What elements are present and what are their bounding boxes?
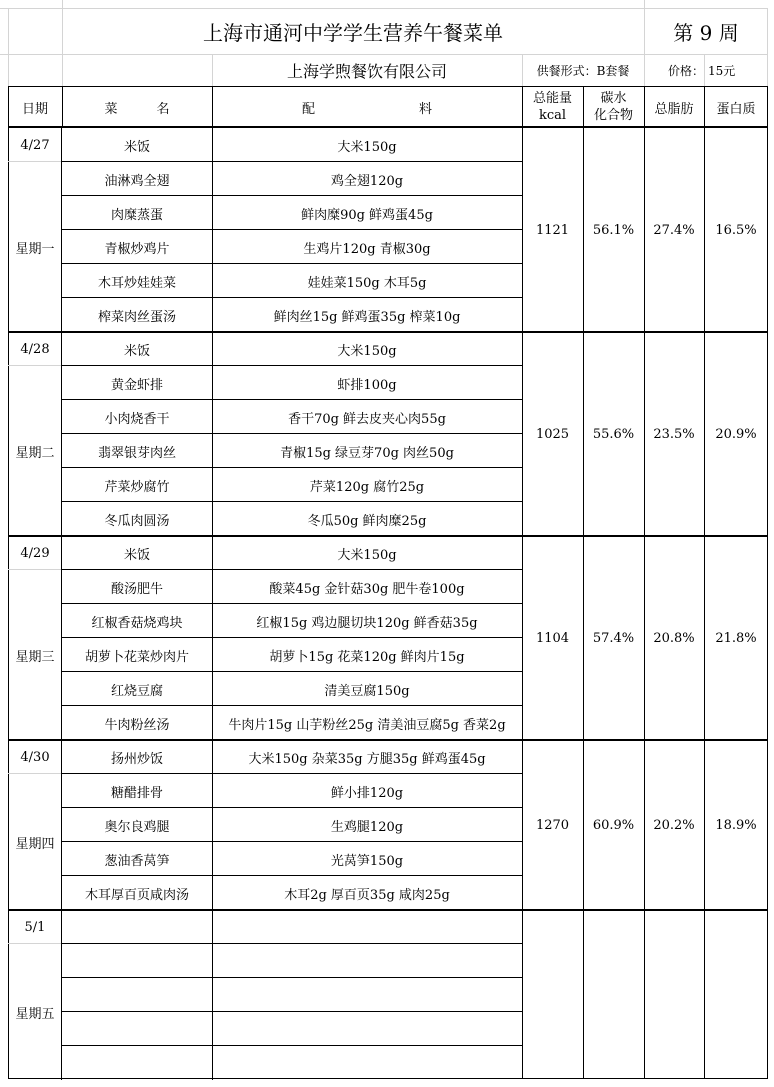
dish-name: 翡翠银芽肉丝 <box>97 445 176 461</box>
supply-form: 供餐形式：B套餐 <box>536 64 630 78</box>
gridline <box>644 0 645 8</box>
column-header-energy <box>522 87 583 127</box>
column-header-carb <box>583 87 644 127</box>
gridline <box>8 54 768 55</box>
row-divider <box>62 943 522 944</box>
dish-name <box>62 910 212 944</box>
price-label: 价格： <box>667 64 704 78</box>
row-divider <box>62 501 522 502</box>
dish-ingredients: 光莴笋150g <box>330 853 404 869</box>
row-divider <box>62 399 522 400</box>
row-divider <box>62 841 522 842</box>
row-divider <box>62 263 522 264</box>
row-divider <box>62 671 522 672</box>
gridline <box>704 54 705 87</box>
table-border <box>62 86 63 127</box>
day-date: 4/29 <box>20 545 50 561</box>
column-divider <box>212 332 213 536</box>
column-divider <box>212 536 213 740</box>
dish-name: 木耳炒娃娃菜 <box>97 275 176 291</box>
column-divider <box>212 128 213 332</box>
day-date: 4/27 <box>20 137 50 153</box>
column-divider <box>61 910 62 1080</box>
dish-ingredients: 大米150g <box>337 547 397 563</box>
menu-title: 上海市通河中学学生营养午餐菜单 <box>203 20 503 45</box>
nutrition-protein: 21.8% <box>715 630 757 646</box>
row-divider <box>62 229 522 230</box>
nutrition-protein: 16.5% <box>715 222 757 238</box>
dish-name: 红烧豆腐 <box>110 683 163 699</box>
carb-header-line1: 碳水 <box>600 91 627 106</box>
column-divider <box>61 536 62 740</box>
dish-name: 黄金虾排 <box>110 377 163 393</box>
dish-name <box>62 1012 212 1046</box>
day-weekday: 星期一 <box>15 241 55 257</box>
nutrition-fat <box>644 910 704 1080</box>
dish-ingredients <box>212 1046 522 1080</box>
date-divider <box>8 569 62 570</box>
nutrition-protein <box>704 910 768 1080</box>
date-divider <box>8 943 62 944</box>
date-divider <box>8 773 62 774</box>
gridline <box>767 8 768 87</box>
nutrition-fat: 20.8% <box>653 630 695 646</box>
dish-name: 米饭 <box>123 343 150 359</box>
price-value: 15元 <box>708 64 736 78</box>
energy-header-line1: 总能量 <box>532 91 572 106</box>
gridline <box>62 8 63 87</box>
dish-ingredients: 生鸡腿120g <box>330 819 404 835</box>
dish-name: 米饭 <box>123 139 150 155</box>
company-name: 上海学煦餐饮有限公司 <box>286 62 447 81</box>
gridline <box>0 54 8 55</box>
dish-ingredients: 胡萝卜15g 花菜120g 鲜肉片15g <box>269 649 465 665</box>
gridline <box>8 8 9 87</box>
table-border <box>212 86 213 127</box>
dish-name: 榨菜肉丝蛋汤 <box>97 309 176 325</box>
week-label: 第 9 周 <box>673 20 739 45</box>
dish-name: 冬瓜肉圆汤 <box>104 513 170 529</box>
column-header-date: 日期 <box>21 101 48 117</box>
dish-ingredients: 芹菜120g 腐竹25g <box>309 479 425 495</box>
row-divider <box>62 467 522 468</box>
energy-header-line2: kcal <box>538 108 567 123</box>
dish-name: 肉糜蒸蛋 <box>110 207 163 223</box>
dish-ingredients: 鲜肉丝15g 鲜鸡蛋35g 榨菜10g <box>273 309 461 325</box>
row-divider <box>62 433 522 434</box>
dish-ingredients: 大米150g 杂菜35g 方腿35g 鲜鸡蛋45g <box>248 751 486 767</box>
column-divider <box>212 740 213 910</box>
row-divider <box>62 773 522 774</box>
dish-name: 葱油香莴笋 <box>104 853 170 869</box>
dish-ingredients: 冬瓜50g 鲜肉糜25g <box>307 513 427 529</box>
dish-name: 小肉烧香干 <box>104 411 170 427</box>
dish-name: 扬州炒饭 <box>110 751 163 767</box>
row-divider <box>62 705 522 706</box>
date-divider <box>8 365 62 366</box>
dish-name <box>62 978 212 1012</box>
day-weekday: 星期二 <box>15 445 55 461</box>
row-divider <box>62 161 522 162</box>
dish-ingredients: 虾排100g <box>337 377 397 393</box>
column-header-dish: 菜 名 <box>104 101 170 117</box>
column-divider <box>61 332 62 536</box>
nutrition-fat: 20.2% <box>653 817 695 833</box>
column-divider <box>61 740 62 910</box>
dish-ingredients <box>212 1012 522 1046</box>
nutrition-protein: 20.9% <box>715 426 757 442</box>
nutrition-fat: 27.4% <box>653 222 695 238</box>
nutrition-carb <box>583 910 644 1080</box>
dish-ingredients: 大米150g <box>337 343 397 359</box>
nutrition-energy: 1104 <box>535 630 570 646</box>
row-divider <box>62 1011 522 1012</box>
dish-ingredients: 牛肉片15g 山芋粉丝25g 清美油豆腐5g 香菜2g <box>228 717 506 733</box>
dish-ingredients: 香干70g 鲜去皮夹心肉55g <box>288 411 446 427</box>
day-weekday: 星期五 <box>15 1006 55 1022</box>
row-divider <box>62 875 522 876</box>
row-divider <box>62 637 522 638</box>
dish-ingredients: 清美豆腐150g <box>324 683 410 699</box>
dish-name <box>62 1046 212 1080</box>
dish-ingredients: 生鸡片120g 青椒30g <box>303 241 431 257</box>
day-date: 4/30 <box>20 749 50 765</box>
column-divider <box>212 910 213 1080</box>
gridline <box>644 8 645 87</box>
dish-ingredients: 鲜小排120g <box>330 785 404 801</box>
dish-ingredients: 娃娃菜150g 木耳5g <box>307 275 427 291</box>
nutrition-carb: 60.9% <box>592 817 635 833</box>
dish-ingredients: 鲜肉糜90g 鲜鸡蛋45g <box>301 207 433 223</box>
dish-ingredients <box>212 978 522 1012</box>
column-header-fat: 总脂肪 <box>654 101 694 117</box>
date-divider <box>8 161 62 162</box>
row-divider <box>62 1045 522 1046</box>
column-header-ingredients: 配 料 <box>301 101 432 117</box>
gridline <box>62 0 63 8</box>
dish-ingredients: 木耳2g 厚百页35g 咸肉25g <box>284 887 450 903</box>
dish-name: 木耳厚百页咸肉汤 <box>84 887 189 903</box>
nutrition-fat: 23.5% <box>653 426 695 442</box>
dish-ingredients: 青椒15g 绿豆芽70g 肉丝50g <box>280 445 454 461</box>
nutrition-energy: 1270 <box>535 817 570 833</box>
dish-name: 青椒炒鸡片 <box>104 241 170 257</box>
dish-name: 牛肉粉丝汤 <box>104 717 170 733</box>
dish-ingredients: 红椒15g 鸡边腿切块120g 鲜香菇35g <box>256 615 478 631</box>
day-weekday: 星期四 <box>15 836 55 852</box>
carb-header-line2: 化合物 <box>593 108 633 123</box>
gridline <box>0 8 8 9</box>
dish-name: 油淋鸡全翅 <box>104 173 170 189</box>
row-divider <box>62 195 522 196</box>
nutrition-carb: 55.6% <box>592 426 635 442</box>
gridline <box>8 8 768 9</box>
dish-name: 米饭 <box>123 547 150 563</box>
dish-ingredients: 鸡全翅120g <box>330 173 404 189</box>
column-divider <box>61 128 62 332</box>
nutrition-protein: 18.9% <box>715 817 757 833</box>
day-weekday: 星期三 <box>15 649 55 665</box>
dish-ingredients <box>212 910 522 944</box>
row-divider <box>62 365 522 366</box>
column-header-protein: 蛋白质 <box>716 101 756 117</box>
dish-name <box>62 944 212 978</box>
gridline <box>212 54 213 87</box>
dish-ingredients: 酸菜45g 金针菇30g 肥牛卷100g <box>269 581 465 597</box>
dish-ingredients <box>212 944 522 978</box>
day-date: 5/1 <box>24 919 46 935</box>
dish-name: 酸汤肥牛 <box>110 581 163 597</box>
row-divider <box>62 569 522 570</box>
row-divider <box>62 807 522 808</box>
day-date: 4/28 <box>20 341 50 357</box>
nutrition-energy: 1121 <box>535 222 570 238</box>
row-divider <box>62 297 522 298</box>
nutrition-carb: 56.1% <box>592 222 635 238</box>
dish-name: 芹菜炒腐竹 <box>104 479 170 495</box>
dish-ingredients: 大米150g <box>337 139 397 155</box>
nutrition-energy <box>522 910 583 1080</box>
row-divider <box>62 603 522 604</box>
table-border <box>8 86 768 87</box>
dish-name: 奥尔良鸡腿 <box>104 819 170 835</box>
nutrition-carb: 57.4% <box>592 630 635 646</box>
row-divider <box>62 977 522 978</box>
nutrition-energy: 1025 <box>535 426 570 442</box>
dish-name: 红椒香菇烧鸡块 <box>91 615 183 631</box>
gridline <box>522 54 523 87</box>
dish-name: 糖醋排骨 <box>110 785 163 801</box>
dish-name: 胡萝卜花菜炒肉片 <box>84 649 189 665</box>
